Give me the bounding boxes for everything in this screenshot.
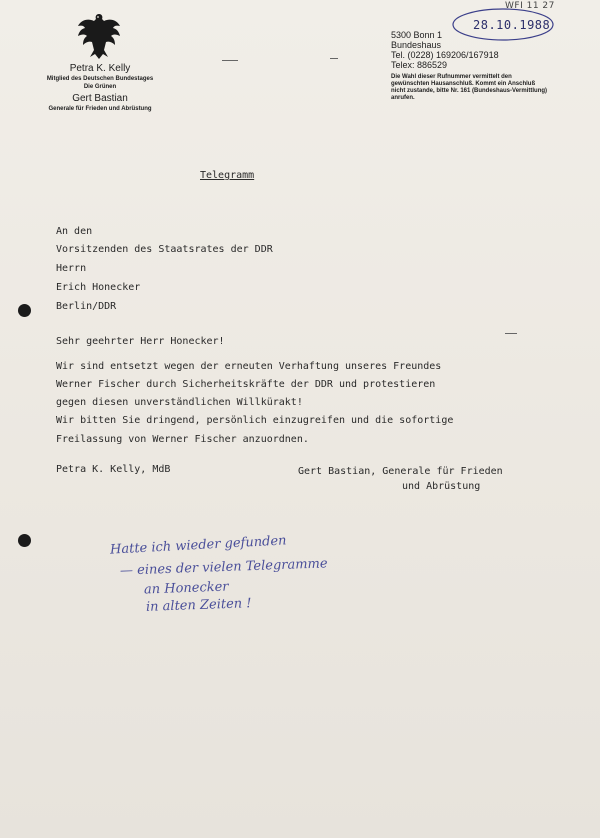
address-telex: Telex: 886529 — [391, 60, 448, 70]
salutation: Sehr geehrter Herr Honecker! — [56, 336, 225, 347]
handwritten-note-line: Hatte ich wieder gefunden — [109, 533, 287, 558]
recipient-line: Berlin/DDR — [56, 301, 117, 312]
recipient-line: Herrn — [56, 263, 87, 274]
federal-eagle-icon — [76, 10, 122, 60]
punch-hole-bottom — [18, 534, 31, 547]
recipient-line: Vorsitzenden des Staatsrates der DDR — [56, 244, 273, 255]
signature-bastian-line: Gert Bastian, Generale für Frieden — [298, 466, 503, 477]
signature-bastian — [298, 464, 503, 494]
handwritten-note-line: in alten Zeiten ! — [145, 596, 252, 615]
signature-bastian-line: und Abrüstung — [402, 481, 481, 492]
handwritten-note-line: — eines der vielen Telegramme — [119, 556, 328, 579]
body-line: Wir bitten Sie dringend, persönlich einzugreifen und die sofortige — [56, 415, 454, 426]
date-stamp: 28.10.1988 — [473, 18, 551, 32]
address-phone: Tel. (0228) 169206/167918 — [391, 50, 499, 60]
sender-role-2: Generale für Frieden und Abrüstung — [48, 106, 152, 112]
stray-mark — [505, 333, 517, 334]
stray-mark — [222, 60, 238, 61]
body-line: Freilassung von Werner Fischer anzuordnen. — [56, 434, 309, 445]
address-note: Die Wahl dieser Rufnummer vermittelt den gewünschten Hausanschluß. Kommt ein Anschluß nicht zustande, bitte Nr. 161 (Bundeshaus-Vermittlung) anrufen. — [391, 74, 548, 101]
archive-code: WFI 11 27 — [505, 1, 555, 11]
body-line: Wir sind entsetzt wegen der erneuten Verhaftung unseres Freundes — [56, 361, 442, 372]
sender-party: Die Grünen — [83, 84, 117, 90]
document-title: Telegramm — [200, 170, 255, 181]
signature-kelly: Petra K. Kelly, MdB — [56, 464, 171, 475]
sender-name-2: Gert Bastian — [72, 93, 128, 104]
address-city: 5300 Bonn 1 — [391, 30, 443, 40]
stray-mark — [330, 58, 338, 59]
sender-role: Mitglied des Deutschen Bundestages — [46, 76, 154, 82]
address-building: Bundeshaus — [391, 40, 442, 50]
punch-hole-top — [18, 304, 31, 317]
handwritten-note-line: an Honecker — [143, 579, 229, 598]
recipient-line: An den — [56, 226, 93, 237]
body-line: Werner Fischer durch Sicherheitskräfte der DDR und protestieren — [56, 379, 436, 390]
letterhead-sender — [20, 63, 180, 113]
recipient-line: Erich Honecker — [56, 282, 141, 293]
sender-name: Petra K. Kelly — [69, 63, 131, 74]
body-line: gegen diesen unverständlichen Willkürakt! — [56, 397, 303, 408]
